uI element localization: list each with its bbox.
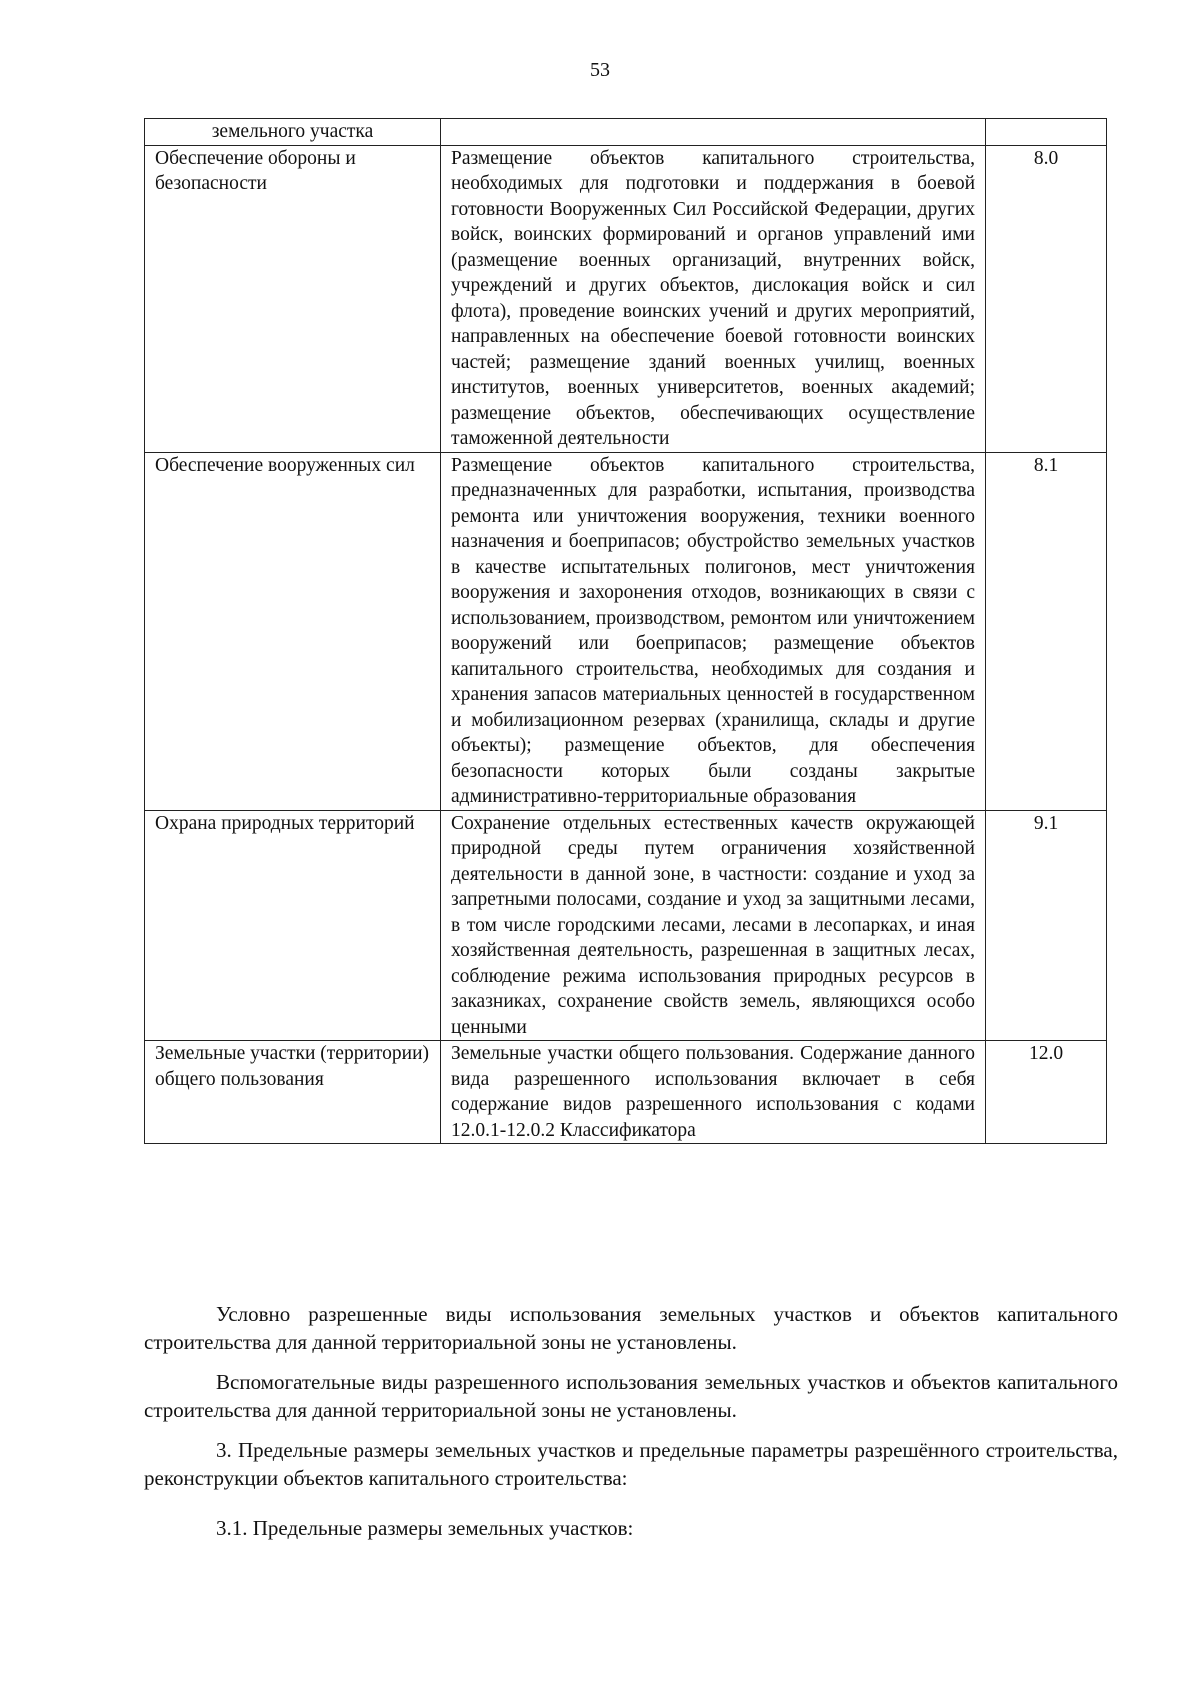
table-cell-description (441, 119, 986, 146)
table-cell-description: Земельные участки общего пользования. Содержание данного вида разрешенного использования включает в себя содержание видов разрешенного использования с кодами 12.0.1-12.0.2 Классификатора (441, 1041, 986, 1144)
table-row (145, 810, 1107, 1041)
table-cell-description: Размещение объектов капитального строительства, необходимых для подготовки и поддержания в боевой готовности Вооруженных Сил Российской Федерации, других войск, воинских формирований и органов управлений ими (размещение военных организаций, внутренних войск, учреждений и других объектов, дислокация войск и сил флота), проведение воинских учений и других мероприятий, направленных на обеспечение боевой готовности воинских частей; размещение зданий военных училищ, военных институтов, военных университетов, военных академий; размещение объектов, обеспечивающих осуществление таможенной деятельности (441, 145, 986, 452)
table-row (145, 145, 1107, 452)
table-cell-name: Обеспечение обороны и безопасности (145, 145, 441, 452)
paragraph-conditional-uses: Условно разрешенные виды использования земельных участков и объектов капитального строительства для данной территориальной зоны не установлены. (144, 1302, 1118, 1354)
table-row (145, 1041, 1107, 1144)
table-cell-name: Охрана природных территорий (145, 810, 441, 1041)
table-cell-code (986, 119, 1107, 146)
table-row (145, 119, 1107, 146)
table-cell-code: 8.0 (986, 145, 1107, 452)
table-row (145, 452, 1107, 810)
table-cell-description: Сохранение отдельных естественных качеств окружающей природной среды путем ограничения хозяйственной деятельности в данной зоне, в частности: создание и уход за запретными полосами, создание и уход за защитными лесами, в том числе городскими лесами, лесами в лесопарках, и иная хозяйственная деятельность, разрешенная в защитных лесах, соблюдение режима использования природных ресурсов в заказниках, сохранение свойств земель, являющихся особо ценными (441, 810, 986, 1041)
table-cell-name: Обеспечение вооруженных сил (145, 452, 441, 810)
paragraph-section-3: 3. Предельные размеры земельных участков и предельные параметры разрешённого строительства, реконструкции объектов капитального строительства: (144, 1438, 1118, 1490)
table-cell-name: Земельные участки (территории) общего пользования (145, 1041, 441, 1144)
paragraph-section-3-1: 3.1. Предельные размеры земельных участков: (216, 1516, 634, 1540)
page-number: 53 (590, 59, 610, 81)
table-cell-name: земельного участка (145, 119, 441, 146)
table-cell-description: Размещение объектов капитального строительства, предназначенных для разработки, испытания, производства ремонта или уничтожения вооружения, техники военного назначения и боеприпасов; обустройство земельных участков в качестве испытательных полигонов, мест уничтожения вооружения и захоронения отходов, возникающих в связи с использованием, производством, ремонтом или уничтожением вооружений или боеприпасов; размещение объектов капитального строительства, необходимых для создания и хранения запасов материальных ценностей в государственном и мобилизационном резервах (хранилища, склады и другие объекты); размещение объектов, для обеспечения безопасности которых были созданы закрытые административно-территориальные образования (441, 452, 986, 810)
land-use-table (144, 118, 1107, 1144)
table-cell-code: 12.0 (986, 1041, 1107, 1144)
paragraph-auxiliary-uses: Вспомогательные виды разрешенного использования земельных участков и объектов капитального строительства для данной территориальной зоны не установлены. (144, 1370, 1118, 1422)
table-cell-code: 8.1 (986, 452, 1107, 810)
table-cell-code: 9.1 (986, 810, 1107, 1041)
